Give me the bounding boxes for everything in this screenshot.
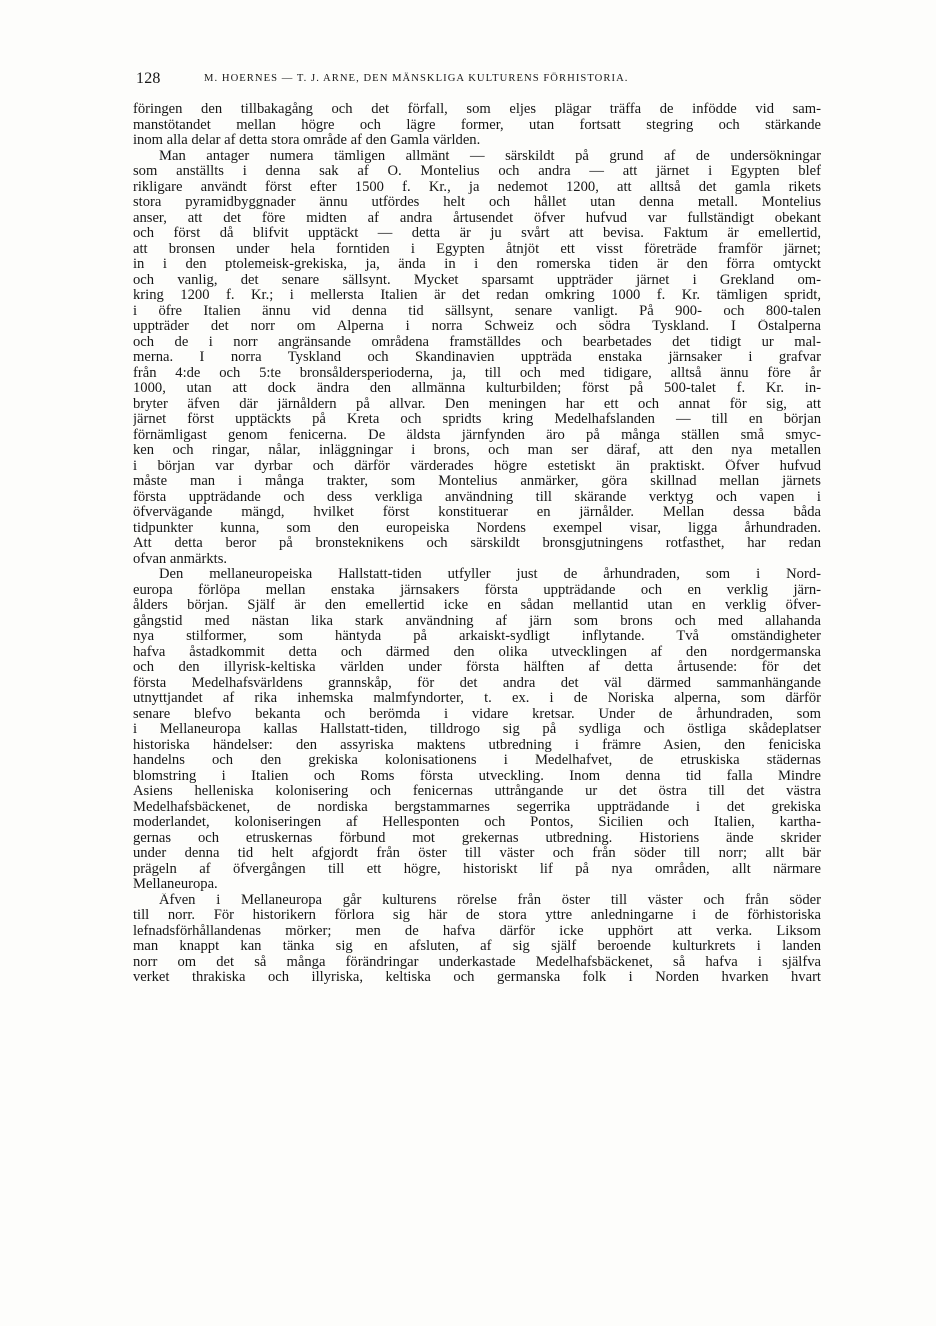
- text-line: europa förlöpa mellan enstaka järnsakers första uppträdande och en verklig järn-: [133, 582, 821, 598]
- paragraph: [133, 149, 821, 568]
- text-line: ken och ringar, nålar, inläggningar i brons, och man ser däraf, att den nya metallen: [133, 443, 821, 458]
- text-line: och den illyrisk-keltiska världen under första hälften af detta årtusende: för det: [133, 660, 821, 675]
- paragraph: [133, 567, 821, 893]
- text-line: att bronsen under hela forntiden i Egypten åtnjöt ett visst företräde framför järnet;: [133, 241, 821, 257]
- text-line: historiska händelser: den assyriska maktens utbredning i främre Asien, den feniciska: [133, 737, 821, 753]
- text-line: manstötandet mellan högre och lägre former, utan fortsatt stegring och stärkande: [133, 117, 821, 133]
- page-header: [136, 70, 822, 90]
- text-line: uppträder det norr om Alperna i norra Schweiz och södra Tyskland. I Östalperna: [133, 319, 821, 334]
- text-line: Medelhafsbäckenet, de nordiska bergstammarnes segerrika uppträdande i det grekiska: [133, 799, 821, 815]
- text-line: merna. I norra Tyskland och Skandinavien uppträda enstaka järnsaker i grafvar: [133, 350, 821, 365]
- text-line: in i den ptolemeisk-grekiska, ja, ända in i den romerska tiden är den förra omtyckt: [133, 257, 821, 272]
- text-line: föringen den tillbakagång och det förfall, som eljes plägar träffa de infödde vid sam-: [133, 102, 821, 117]
- body-text: [133, 102, 821, 986]
- text-line: Man antager numera tämligen allmänt — särskildt på grund af de undersökningar: [159, 148, 821, 164]
- paragraph: [133, 102, 821, 149]
- text-line: 1000, utan att dock ändra den allmänna kulturbilden; först på 500-talet f. Kr. in-: [133, 381, 821, 396]
- text-line: verket thrakiska och illyriska, keltiska och germanska folk i Norden hvarken hvart: [133, 970, 821, 985]
- text-line: senare blefvo bekanta och berömda i vidare kretsar. Under de århundraden, som: [133, 706, 821, 722]
- text-line: i Mellaneuropa kallas Hallstatt-tiden, tilldrogo sig på sydliga och östliga skådeplatser: [133, 722, 821, 737]
- text-line: prägeln af öfvergången till ett högre, historiskt lif på nya områden, allt närmare: [133, 861, 821, 877]
- text-line: och vanlig, det senare sällsynt. Mycket sparsamt uppträder järnet i Grekland om-: [133, 272, 821, 288]
- text-line: i öfre Italien ännu vid denna tid sällsynt, senare vanligt. På 900- och 800-talen: [133, 303, 821, 319]
- text-line: gernas och etruskernas förbund mot grekernas utbredning. Historiens ände skrider: [133, 830, 821, 846]
- text-line: förnämligast genom fenicerna. De äldsta järnfynden äro på många ställen små smyc-: [133, 427, 821, 443]
- text-line: ofvan anmärkts.: [133, 551, 228, 567]
- text-line: under denna tid helt afgjordt från öster till väster och från söder till norr; allt bär: [133, 846, 821, 861]
- text-line: som anställts i denna sak af O. Montelius och andra — att järnet i Egypten blef: [133, 164, 821, 179]
- text-line: lefnadsförhållandenas mörker; men de hafva därför icke upphört att verka. Liksom: [133, 923, 821, 939]
- text-line: Den mellaneuropeiska Hallstatt-tiden utfyller just de århundraden, som i Nord-: [159, 567, 821, 582]
- text-line: gångstid med nästan lika stark användning af järn som brons och med allahanda: [133, 613, 821, 629]
- text-line: blomstring i Italien och Roms första utveckling. Inom denna tid falla Mindre: [133, 768, 821, 784]
- text-line: man knappt kan tänka sig en afsluten, af sig själf beroende kulturkrets i landen: [133, 939, 821, 954]
- text-line: Att detta beror på bronsteknikens och särskildt bronsgjutningens rotfasthet, har redan: [133, 536, 821, 551]
- text-line: och först då blifvit upptäckt — detta är ju svårt att bevisa. Faktum är emellertid,: [133, 226, 821, 241]
- text-line: Asiens helleniska kolonisering och fenicernas uttrångande ur det östra till det västra: [133, 784, 821, 799]
- page-number: 128: [136, 70, 161, 87]
- text-line: inom alla delar af detta stora område af den Gamla världen.: [133, 133, 481, 148]
- text-line: till norr. För historikern förlora sig här de stora yttre anledningarne i de förhistoriska: [133, 908, 821, 923]
- text-line: nya stilformer, som häntyda på arkaiskt-sydligt inflytande. Två omständigheter: [133, 629, 821, 644]
- text-line: första Medelhafsvärldens grannskåp, för det andra det väl därmed sammanhängande: [133, 675, 821, 691]
- text-line: måste man i många trakter, som Montelius anmärker, göra skillnad mellan järnets: [133, 474, 821, 489]
- text-line: Mellaneuropa.: [133, 877, 218, 892]
- text-line: moderlandet, koloniseringen af Hellesponten och Pontos, Sicilien och Italien, kartha-: [133, 815, 821, 830]
- running-head: M. HOERNES — T. J. ARNE, DEN MÄNSKLIGA KULTURENS FÖRHISTORIA.: [204, 73, 629, 84]
- text-line: kring 1200 f. Kr.; i mellersta Italien är det redan omkring 1000 f. Kr. tämligen spridt,: [133, 288, 821, 303]
- text-line: första uppträdande och dess verkliga användning till skärande verktyg och vapen i: [133, 489, 821, 505]
- text-line: och de i norr angränsande områdena framställdes och bearbetades det tidigt ur mal-: [133, 334, 821, 350]
- text-line: järnet först upptäckts på Kreta och spridts kring Medelhafslanden — till en början: [133, 412, 821, 427]
- text-line: rikligare användt först efter 1500 f. Kr., ja nedemot 1200, att alltså det gamla rikets: [133, 179, 821, 195]
- paragraph: [133, 893, 821, 986]
- text-line: från 4:de och 5:te bronsåldersperioderna, ja, till och med tidigare, alltså ännu före år: [133, 365, 821, 381]
- text-line: handelns och den grekiska kolonisationens i Medelhafvet, de etruskiska städernas: [133, 753, 821, 768]
- text-line: ålders början. Själf är den emellertid icke en sådan mellantid utan en verklig öfver-: [133, 598, 821, 613]
- text-line: tidpunkter kunna, som den europeiska Nordens exempel visar, ligga århundraden.: [133, 520, 821, 536]
- text-line: bryter äfven där järnåldern på allvar. Den meningen har ett och annat för sig, att: [133, 396, 821, 412]
- text-line: i början var dyrbar och därför värderades högre estetiskt än praktiskt. Öfver hufvud: [133, 458, 821, 474]
- text-line: stora pyramidbyggnader ännu utfördes helt och hållet utan denna metall. Montelius: [133, 195, 821, 210]
- text-line: Äfven i Mellaneuropa går kulturens rörelse från öster till väster och från söder: [159, 892, 821, 908]
- text-line: öfvervägande mängd, hvilket först konstituerar en järnålder. Mellan dessa båda: [133, 505, 821, 520]
- text-line: hafva åstadkommit detta och därmed den olika utvecklingen af den nordgermanska: [133, 644, 821, 660]
- text-line: utnyttjandet af rika inhemska malmfyndorter, t. ex. i de Noriska alperna, som därför: [133, 691, 821, 706]
- text-line: anser, att det före midten af andra årtusendet öfver hufvud var fullständigt obekant: [133, 210, 821, 226]
- text-line: norr om det så många förändringar underkastade Medelhafsbäckenet, så hafva i själfva: [133, 954, 821, 970]
